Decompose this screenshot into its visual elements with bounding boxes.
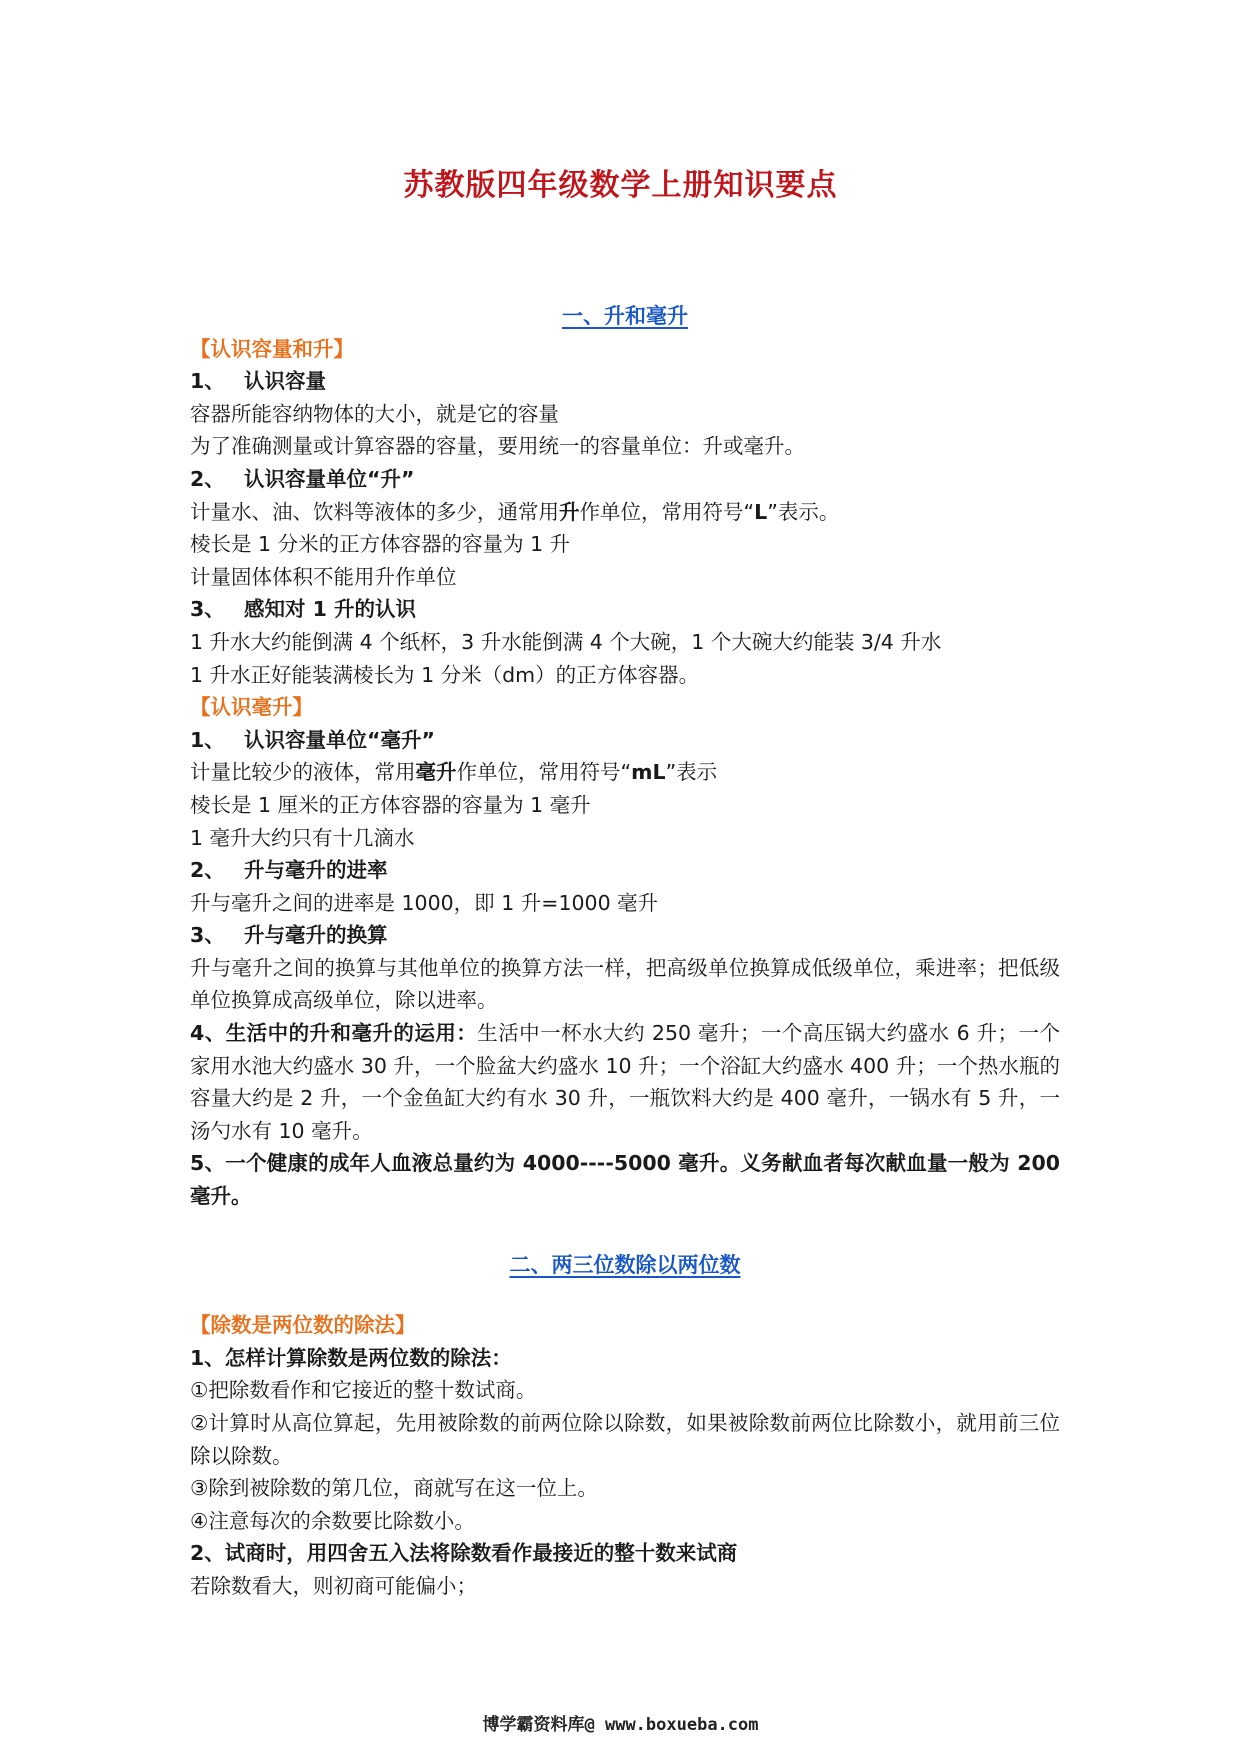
paragraph: ④注意每次的余数要比除数小。 [190,1508,475,1533]
paragraph-liter-unit [190,496,1060,529]
paragraph: 升与毫升之间的换算与其他单位的换算方法一样，把高级单位换算成低级单位，乘进率；把低级单位换算成高级单位，除以进率。 [190,955,1060,1013]
section-heading-1[interactable]: 一、升和毫升 [562,304,688,328]
subheading-division-method: 1、怎样计算除数是两位数的除法： [190,1345,512,1370]
paragraph: 1 升水正好能装满棱长为 1 分米（dm）的正方体容器。 [190,662,700,687]
paragraph: 棱长是 1 厘米的正方体容器的容量为 1 毫升 [190,792,591,817]
paragraph: 棱长是 1 分米的正方体容器的容量为 1 升 [190,532,571,557]
subheading-number: 1、 [190,369,225,394]
paragraph: 1 升水大约能倒满 4 个纸杯，3 升水能倒满 4 个大碗，1 个大碗大约能装 3/4 升水 [190,629,942,654]
text-run: 计量比较少的液体，常用 [190,760,416,785]
footer-watermark: 博学霸资料库@ www.boxueba.com [482,1715,759,1735]
document-title: 苏教版四年级数学上册知识要点 [403,168,838,203]
paragraph: 1 毫升大约只有十几滴水 [190,825,415,850]
bold-text-run: L [754,499,768,524]
subheading-2-1 [190,724,1060,757]
section-heading-2[interactable]: 二、两三位数除以两位数 [509,1252,741,1277]
paragraph: ①把除数看作和它接近的整十数试商。 [190,1378,537,1403]
subheading-number: 2、 [190,858,225,883]
subheading-text: 升与毫升的进率 [244,858,388,883]
paragraph: 容器所能容纳物体的大小，就是它的容量 [190,401,559,426]
paragraph-milliliter-unit [190,756,1060,789]
subheading-text: 升与毫升的换算 [244,923,388,948]
text-run: 作单位，常用符号“ [456,760,632,785]
subheading-1-2 [190,463,1060,496]
paragraph: 升与毫升之间的进率是 1000，即 1 升=1000 毫升 [190,890,659,915]
bold-text-run: mL [631,760,666,785]
paragraph: 若除数看大，则初商可能偏小； [190,1573,477,1598]
subheading-1-3 [190,593,1060,626]
paragraph-daily-usage [190,1017,1060,1147]
paragraph: 为了准确测量或计算容器的容量，要用统一的容量单位：升或毫升。 [190,434,805,459]
subheading-text: 认识容量单位“毫升” [244,727,435,752]
text-run: 生活中一杯水大约 250 毫升；一个高压锅大约盛水 6 升；一个家用水池大约盛水 30 升，一个脸盆大约盛水 10 升；一个浴缸大约盛水 400 升；一个热水瓶的容量大约是 2 升，一个金鱼缸大约有水 30 升，一瓶饮料大约是 400 毫升，一锅水有 5 升，一汤勺水有 10 毫升。 [190,1021,1060,1143]
paragraph-blood-volume: 5、一个健康的成年人血液总量约为 4000----5000 毫升。义务献血者每次献血量一般为 200 毫升。 [190,1151,1060,1209]
bold-text-run: 4、生活中的升和毫升的运用： [190,1021,478,1046]
subheading-trial-quotient: 2、试商时，用四舍五入法将除数看作最接近的整十数来试商 [190,1541,738,1566]
text-run: 计量水、油、饮料等液体的多少，通常用 [190,499,559,524]
paragraph: ③除到被除数的第几位，商就写在这一位上。 [190,1476,598,1501]
subheading-number: 1、 [190,727,225,752]
subheading-2-2 [190,854,1060,887]
document-body [190,300,1060,1603]
text-run: ”表示 [665,760,718,785]
text-run: ”表示。 [767,499,840,524]
bold-text-run: 毫升 [415,760,457,785]
category-milliliter: 【认识毫升】 [190,695,313,720]
paragraph: ②计算时从高位算起，先用被除数的前两位除以除数，如果被除数前两位比除数小，就用前三位除以除数。 [190,1411,1060,1468]
subheading-number: 3、 [190,923,225,948]
category-two-digit-division: 【除数是两位数的除法】 [190,1313,416,1338]
subheading-text: 认识容量 [244,369,326,394]
text-run: 作单位，常用符号“ [579,499,755,524]
paragraph: 计量固体体积不能用升作单位 [190,564,457,589]
subheading-number: 2、 [190,466,225,491]
category-capacity-and-liter: 【认识容量和升】 [190,336,354,361]
spacer [190,1281,1060,1309]
subheading-text: 认识容量单位“升” [244,466,415,491]
subheading-2-3 [190,919,1060,952]
subheading-1-1 [190,365,1060,398]
bold-text-run: 升 [559,499,580,524]
subheading-text: 感知对 1 升的认识 [244,597,417,622]
spacer [190,1213,1060,1249]
subheading-number: 3、 [190,597,225,622]
